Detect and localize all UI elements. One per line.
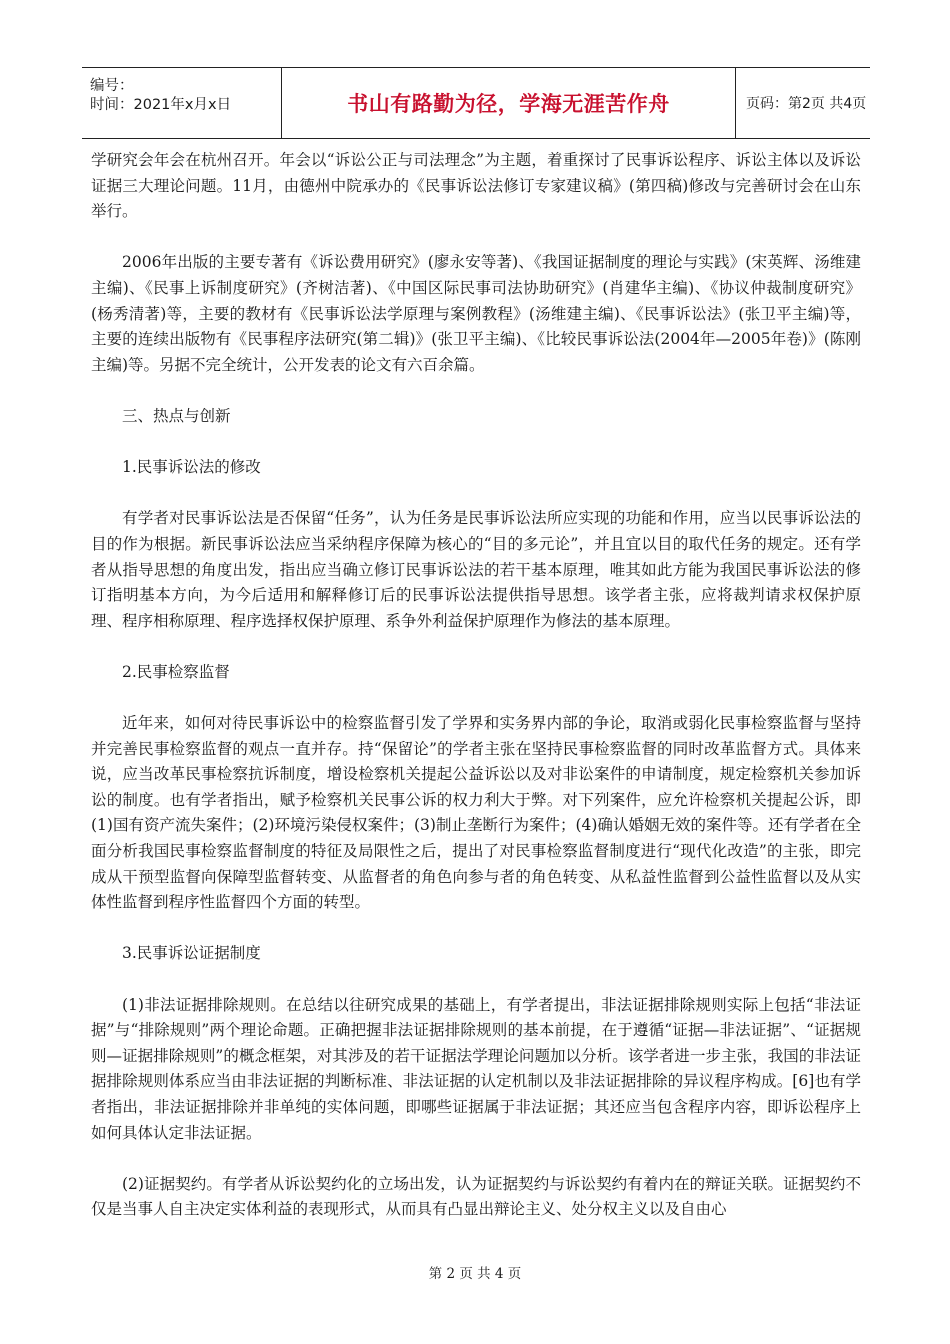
paragraph-procuratorial: 近年来，如何对待民事诉讼中的检察监督引发了学界和实务界内部的争论，取消或弱化民事检察监督与坚持并完善民事检察监督的观点一直并存。持“保留论”的学者主张在坚持民事检察监督的同时改革监督方式。具体来说，应当改革民事检察抗诉制度，增设检察机关提起公益诉讼以及对非讼案件的申请制度，规定检察机关参加诉讼的制度。也有学者指出，赋予检察机关民事公诉的权力利大于弊。对下列案件，应允许检察机关提起公诉，即(1)国有资产流失案件；(2)环境污染侵权案件；(3)制止垄断行为案件；(4)确认婚姻无效的案件等。还有学者在全面分析我国民事检察监督制度的特征及局限性之后，提出了对民事检察监督制度进行“现代化改造”的主张，即完成从干预型监督向保障型监督转变、从监督者的角色向参与者的角色转变、从私益性监督到公益性监督以及从实体性监督到程序性监督四个方面的转型。 xyxy=(91,714,861,912)
document-time: 时间：2021年x月x日 xyxy=(90,97,232,113)
header-motto-cell xyxy=(282,68,736,138)
section-heading: 三、热点与创新 xyxy=(122,406,231,425)
page-indicator: 页码：第2页 共4页 xyxy=(746,96,867,112)
header-meta xyxy=(82,68,282,138)
subheading-1: 1.民事诉讼法的修改 xyxy=(122,458,261,477)
paragraph-revision: 有学者对民事诉讼法是否保留“任务”，认为任务是民事诉讼法所应实现的功能和作用，应当以民事诉讼法的目的作为根据。新民事诉讼法应当采纳程序保障为核心的“目的多元论”，并且宜以目的取代任务的规定。还有学者从指导思想的角度出发，指出应当确立修订民事诉讼法的若干基本原理，唯其如此方能为我国民事诉讼法的修订指明基本方向，为今后适用和解释修订后的民事诉讼法提供指导思想。该学者主张，应将裁判请求权保护原理、程序相称原理、程序选择权保护原理、系争外利益保护原理作为修法的基本原理。 xyxy=(91,509,861,630)
subheading-2: 2.民事检察监督 xyxy=(122,662,230,681)
page-header xyxy=(82,67,870,139)
paragraph-continued: 学研究会年会在杭州召开。年会以“诉讼公正与司法理念”为主题，着重探讨了民事诉讼程序、诉讼主体以及诉讼证据三大理论问题。11月，由德州中院承办的《民事诉讼法修订专家建议稿》(第四稿)修改与完善研讨会在山东举行。 xyxy=(91,151,861,221)
page-footer: 第 2 页 共 4 页 xyxy=(428,1266,522,1282)
document-body xyxy=(91,148,861,1223)
subheading-3: 3.民事诉讼证据制度 xyxy=(122,944,261,963)
paragraph-illegal-evidence: (1)非法证据排除规则。在总结以往研究成果的基础上，有学者提出，非法证据排除规则实际上包括“非法证据”与“排除规则”两个理论命题。正确把握非法证据排除规则的基本前提，在于遵循“证据—非法证据”、“证据规则—证据排除规则”的概念框架，对其涉及的若干证据法学理论问题加以分析。该学者进一步主张，我国的非法证据排除规则体系应当由非法证据的判断标准、非法证据的认定机制以及非法证据排除的异议程序构成。[6]也有学者指出，非法证据排除并非单纯的实体问题，即哪些证据属于非法证据；其还应当包含程序内容，即诉讼程序上如何具体认定非法证据。 xyxy=(91,995,861,1142)
paragraph-publications: 2006年出版的主要专著有《诉讼费用研究》(廖永安等著)、《我国证据制度的理论与实践》(宋英辉、汤维建主编)、《民事上诉制度研究》(齐树洁著)、《中国区际民事司法协助研究》(肖建华主编)、《协议仲裁制度研究》(杨秀清著)等，主要的教材有《民事诉讼法学原理与案例教程》(汤维建主编)、《民事诉讼法》(张卫平主编)等，主要的连续出版物有《民事程序法研究(第二辑)》(张卫平主编)、《比较民事诉讼法(2004年—2005年卷)》(陈刚主编)等。另据不完全统计，公开发表的论文有六百余篇。 xyxy=(91,253,861,374)
motto: 书山有路勤为径，学海无涯苦作舟 xyxy=(347,92,670,116)
document-number: 编号： xyxy=(90,78,134,94)
paragraph-evidence-contract: (2)证据契约。有学者从诉讼契约化的立场出发，认为证据契约与诉讼契约有着内在的辩证关联。证据契约不仅是当事人自主决定实体利益的表现形式，从而具有凸显出辩论主义、处分权主义以及自由心 xyxy=(91,1174,861,1219)
header-page-cell xyxy=(736,68,870,138)
